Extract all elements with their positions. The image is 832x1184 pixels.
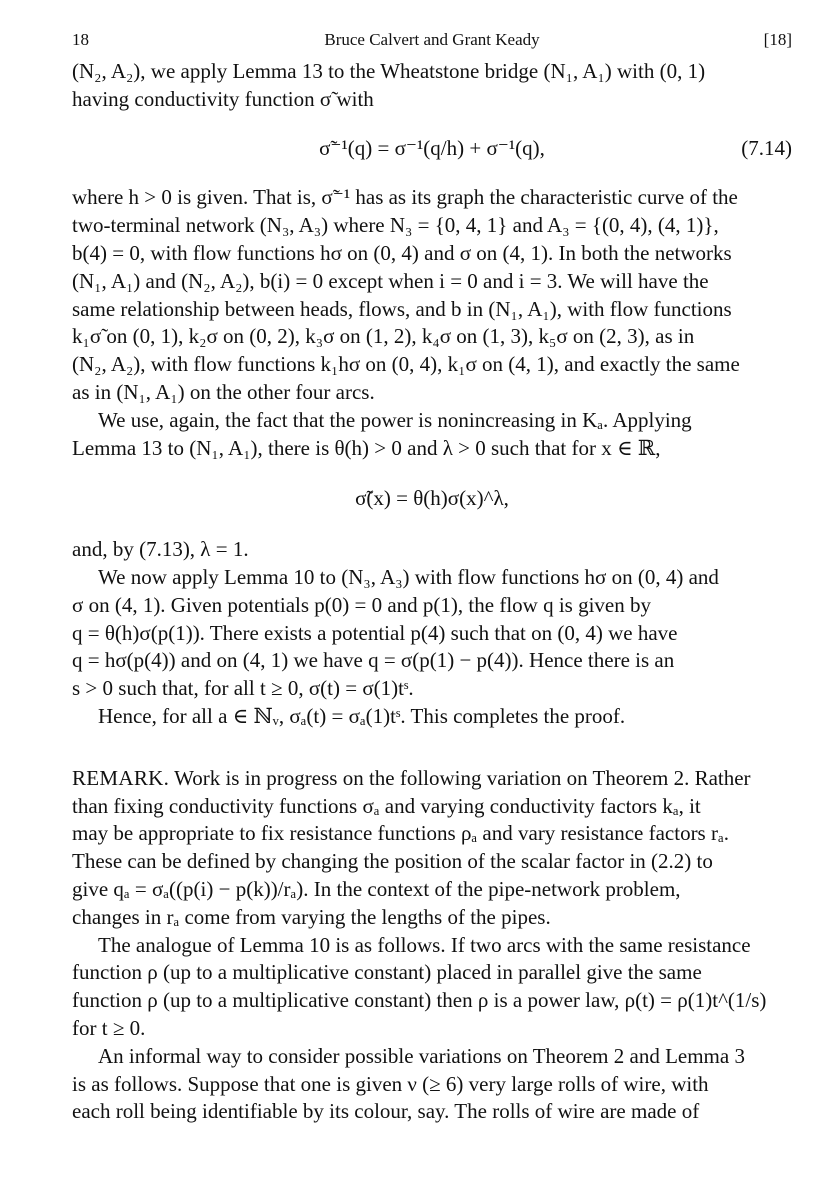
text-line: Work is in progress on the following variation on Theorem 2. Rather xyxy=(174,765,751,790)
text-line: is as follows. Suppose that one is given ν (≥ 6) very large rolls of wire, with xyxy=(72,1071,709,1096)
equation-sigma-tilde xyxy=(72,485,792,513)
text-line: for t ≥ 0. xyxy=(72,1015,146,1040)
paragraph-5 xyxy=(72,564,792,703)
text-line: We now apply Lemma 10 to (N₃, A₃) with flow functions hσ on (0, 4) and xyxy=(98,564,719,589)
paragraph-4 xyxy=(72,536,792,564)
page xyxy=(72,30,792,1126)
text-line: An informal way to consider possible variations on Theorem 2 and Lemma 3 xyxy=(98,1043,745,1068)
text-line: We use, again, the fact that the power is nonincreasing in Kₐ. Applying xyxy=(98,407,692,432)
text-line: where h > 0 is given. That is, σ̃⁻¹ has as its graph the characteristic curve of the xyxy=(72,185,738,210)
paragraph-6 xyxy=(72,703,792,731)
paragraph-8 xyxy=(72,932,792,1043)
running-head: Bruce Calvert and Grant Keady xyxy=(324,30,540,49)
remark-paragraph xyxy=(72,765,792,932)
text-line: same relationship between heads, flows, and b in (N₁, A₁), with flow functions xyxy=(72,296,732,321)
equation-body: σ̃(x) = θ(h)σ(x)^λ, xyxy=(355,486,509,511)
text-line: as in (N₁, A₁) on the other four arcs. xyxy=(72,379,375,404)
text-line: These can be defined by changing the position of the scalar factor in (2.2) to xyxy=(72,849,713,874)
text-line: function ρ (up to a multiplicative constant) then ρ is a power law, ρ(t) = ρ(1)t^(1/s) xyxy=(72,988,767,1013)
text-line: k₁σ̃ on (0, 1), k₂σ on (0, 2), k₃σ on (1, 2), k₄σ on (1, 3), k₅σ on (2, 3), as in xyxy=(72,324,695,349)
text-line: may be appropriate to fix resistance functions ρₐ and vary resistance factors rₐ. xyxy=(72,821,729,846)
text-line: (N₂, A₂), we apply Lemma 13 to the Wheatstone bridge (N₁, A₁) with (0, 1) xyxy=(72,59,706,83)
text-line: than fixing conductivity functions σₐ and varying conductivity factors kₐ, it xyxy=(72,793,701,818)
equation-body: σ̃⁻¹(q) = σ⁻¹(q/h) + σ⁻¹(q), xyxy=(319,135,545,160)
text-line: changes in rₐ come from varying the lengths of the pipes. xyxy=(72,904,551,929)
text-line: q = hσ(p(4)) and on (4, 1) we have q = σ(p(1) − p(4)). Hence there is an xyxy=(72,648,675,673)
page-header xyxy=(72,30,792,58)
paragraph-2 xyxy=(72,184,792,406)
text-line: having conductivity function σ̃ with xyxy=(72,86,374,111)
text-line: s > 0 such that, for all t ≥ 0, σ(t) = σ(1)tˢ. xyxy=(72,676,414,701)
paragraph-3 xyxy=(72,407,792,463)
text-line: give qₐ = σₐ((p(i) − p(k))/rₐ). In the context of the pipe-network problem, xyxy=(72,876,681,901)
remark-label: REMARK. xyxy=(72,765,170,790)
text-line: function ρ (up to a multiplicative constant) placed in parallel give the same xyxy=(72,960,702,985)
page-number: 18 xyxy=(72,30,89,49)
text-line: b(4) = 0, with flow functions hσ on (0, 4) and σ on (4, 1). In both the networks xyxy=(72,240,732,265)
text-line: q = θ(h)σ(p(1)). There exists a potential p(4) such that on (0, 4) we have xyxy=(72,620,678,645)
text-line: Lemma 13 to (N₁, A₁), there is θ(h) > 0 and λ > 0 such that for x ∈ ℝ, xyxy=(72,435,661,460)
paragraph-1 xyxy=(72,58,792,114)
text-line: and, by (7.13), λ = 1. xyxy=(72,537,249,562)
page-tag: [18] xyxy=(763,30,792,49)
text-line: each roll being identifiable by its colour, say. The rolls of wire are made of xyxy=(72,1099,700,1124)
equation-7-14 xyxy=(72,135,792,163)
text-line: two-terminal network (N₃, A₃) where N₃ = {0, 4, 1} and A₃ = {(0, 4), (4, 1)}, xyxy=(72,213,719,238)
text-line: Hence, for all a ∈ ℕᵥ, σₐ(t) = σₐ(1)tˢ. This completes the proof. xyxy=(98,703,626,728)
text-line: σ on (4, 1). Given potentials p(0) = 0 and p(1), the flow q is given by xyxy=(72,592,651,617)
text-line: (N₂, A₂), with flow functions k₁hσ on (0, 4), k₁σ on (4, 1), and exactly the same xyxy=(72,352,740,377)
equation-number: (7.14) xyxy=(741,135,792,160)
text-line: (N₁, A₁) and (N₂, A₂), b(i) = 0 except when i = 0 and i = 3. We will have the xyxy=(72,268,709,293)
paragraph-9 xyxy=(72,1043,792,1126)
text-line: The analogue of Lemma 10 is as follows. If two arcs with the same resistance xyxy=(98,932,751,957)
